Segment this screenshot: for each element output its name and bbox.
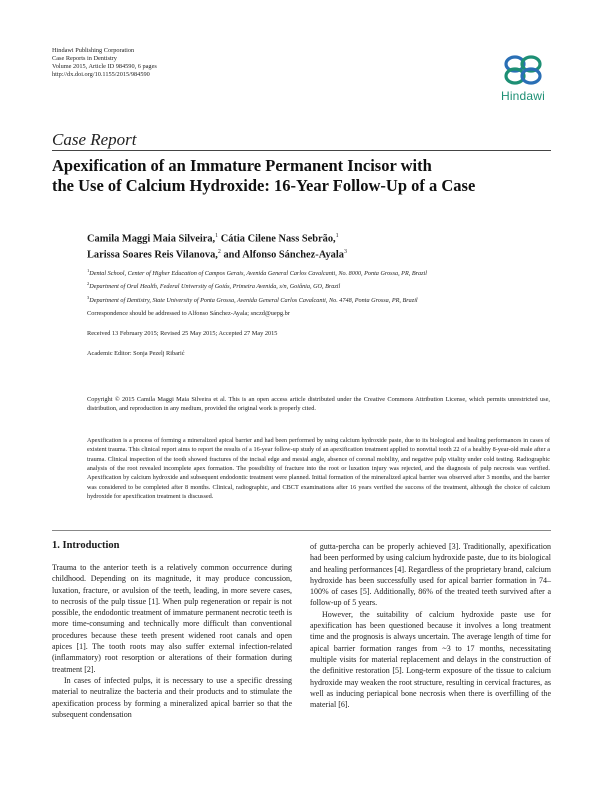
paragraph: of gutta-percha can be properly achieved [3]. Traditionally, apexification had been performed by using calcium hydroxide paste, due to its biological and healing performances [4]. Regardless of the proprietary brand, calcium hydroxide has been successfully used for apical barrier formation in 74–100% of cases [5]. Additionally, 86% of the treated teeth survived after a follow-up of 5 years. bbox=[310, 542, 551, 608]
author-name[interactable]: Cátia Cilene Nass Sebrão, bbox=[218, 233, 336, 245]
author-affil-sup: 1 bbox=[335, 233, 339, 239]
author-affil-sup: 3 bbox=[343, 248, 347, 255]
affiliation-item: $^2$Department of Oral Health, Federal University of Goiás, Primeira Avenida, s/n, Goiânia, GO, Brazil bbox=[87, 281, 341, 291]
received-dates: Received 13 February 2015; Revised 25 May 2015; Accepted 27 May 2015 bbox=[87, 330, 278, 337]
article-type: Case Report bbox=[52, 130, 137, 149]
abstract-divider bbox=[52, 530, 551, 531]
author-line bbox=[87, 230, 547, 246]
correspondence: Correspondence should be addressed to Alfonso Sánchez-Ayala; snczd@uepg.br bbox=[87, 310, 290, 317]
author-name[interactable]: Larissa Soares Reis Vilanova, bbox=[87, 249, 218, 261]
paragraph: However, the suitability of calcium hydroxide paste use for apexification has been questioned because it involves a long treatment time and the prognosis is always uncertain. The average length of time for apical barrier formation ranges from ~3 to 17 months, necessitating multiple visits for material replacement and delays in the construction of the definitive restoration [5]. Long-term exposure of the tissue to calcium hydroxide may weaken the root structure, resulting in cervical fractures, as well as inducing periapical bone necrosis when there is overfilling of the material [6]. bbox=[310, 609, 551, 710]
author-affil-sup: 1 bbox=[215, 233, 219, 239]
copyright-notice: Copyright © 2015 Camila Maggi Maia Silveira et al. This is an open access article distributed under the Creative Commons Attribution License, which permits unrestricted use, distribution, and reproduction in any medium, provided the original work is properly cited. bbox=[87, 396, 550, 413]
affiliations bbox=[87, 266, 557, 306]
volume-info: Volume 2015, Article ID 984590, 6 pages bbox=[52, 63, 157, 71]
academic-editor: Academic Editor: Sonja Pezelj Ribarić bbox=[87, 350, 185, 357]
left-column bbox=[52, 562, 292, 720]
title-line: the Use of Calcium Hydroxide: 16-Year Follow-Up of a Case bbox=[52, 176, 476, 195]
affiliation-item: $^3$Department of Dentistry, State University of Ponta Grossa, Avenida General Carlos Cavalcanti, No. 4748, Ponta Grossa, PR, Brazil bbox=[87, 294, 418, 304]
journal-name: Case Reports in Dentistry bbox=[52, 55, 117, 63]
section-heading: 1. Introduction bbox=[52, 540, 120, 551]
affiliation-item: $^1$Dental School, Center of Higher Education of Campos Gerais, Avenida General Carlos Cavalcanti, No. 8000, Ponta Grossa, PR, Brazil bbox=[87, 268, 427, 278]
paper-title bbox=[52, 156, 552, 196]
abstract: Apexification is a process of forming a mineralized apical barrier and had been performed by using calcium hydroxide paste, due to its biological and healing performances in cases of existent trauma. This clinical report aims to report the results of a 16-year follow-up study of an apexification treatment applied to nonvital tooth 22 of a healthy 8-year-old male after a trauma. Clinical inspection of the tooth showed fractures of the incisal edge and mesial angle, absence of coronal mobility, and negative pulp vitality under cold testing. Radiographic analysis of the root revealed incomplete apex formation. The possibility of fracture into the root or luxation injury was rejected, and the diagnosis of pulp necrosis was verified. Apexification by calcium hydroxide and subsequent endodontic treatment were planned. Initial formation of the mineralized apical barrier was observed after 3 months, and the barrier was considered to be completed after 8 months. Clinical, radiographic, and CBCT examinations after 16 years verified the success of the treatment, although the choice of calcium hydroxide for apexification treatment is discussed. bbox=[87, 437, 550, 501]
author-line bbox=[87, 246, 547, 262]
right-column bbox=[310, 541, 551, 710]
author-name[interactable]: Camila Maggi Maia Silveira, bbox=[87, 233, 216, 245]
header-divider bbox=[52, 150, 551, 151]
paragraph: Trauma to the anterior teeth is a relatively common occurrence during childhood. Depending on its magnitude, it may produce concussion, luxation, fracture, or avulsion of the teeth, leading, in more severe cases, to necrosis of the pulp tissue [1]. When pulp regeneration or repair is not possible, the endodontic treatment of immature permanent necrotic teeth is more time-consuming and technically more difficult than conventional procedures because these teeth present widened root canals and open apices [1]. The tooth roots may also suffer external infection-related (inflammatory) root resorption or alterations of their formation during treatment [2]. bbox=[52, 563, 292, 674]
doi-link[interactable]: http://dx.doi.org/10.1155/2015/984590 bbox=[52, 71, 150, 79]
author-list bbox=[87, 230, 547, 262]
hindawi-logo-text: Hindawi bbox=[500, 89, 546, 103]
journal-header bbox=[52, 47, 352, 79]
paragraph: In cases of infected pulps, it is necessary to use a specific dressing material to neutralize the bacteria and their products and to stimulate the apexification process by forming a mineralized apical barrier so that the subsequent condensation bbox=[52, 675, 292, 719]
author-name[interactable]: and Alfonso Sánchez-Ayala bbox=[220, 249, 344, 261]
title-line: Apexification of an Immature Permanent Incisor with bbox=[52, 156, 432, 175]
publisher-name: Hindawi Publishing Corporation bbox=[52, 47, 135, 54]
author-affil-sup: 2 bbox=[217, 248, 221, 255]
